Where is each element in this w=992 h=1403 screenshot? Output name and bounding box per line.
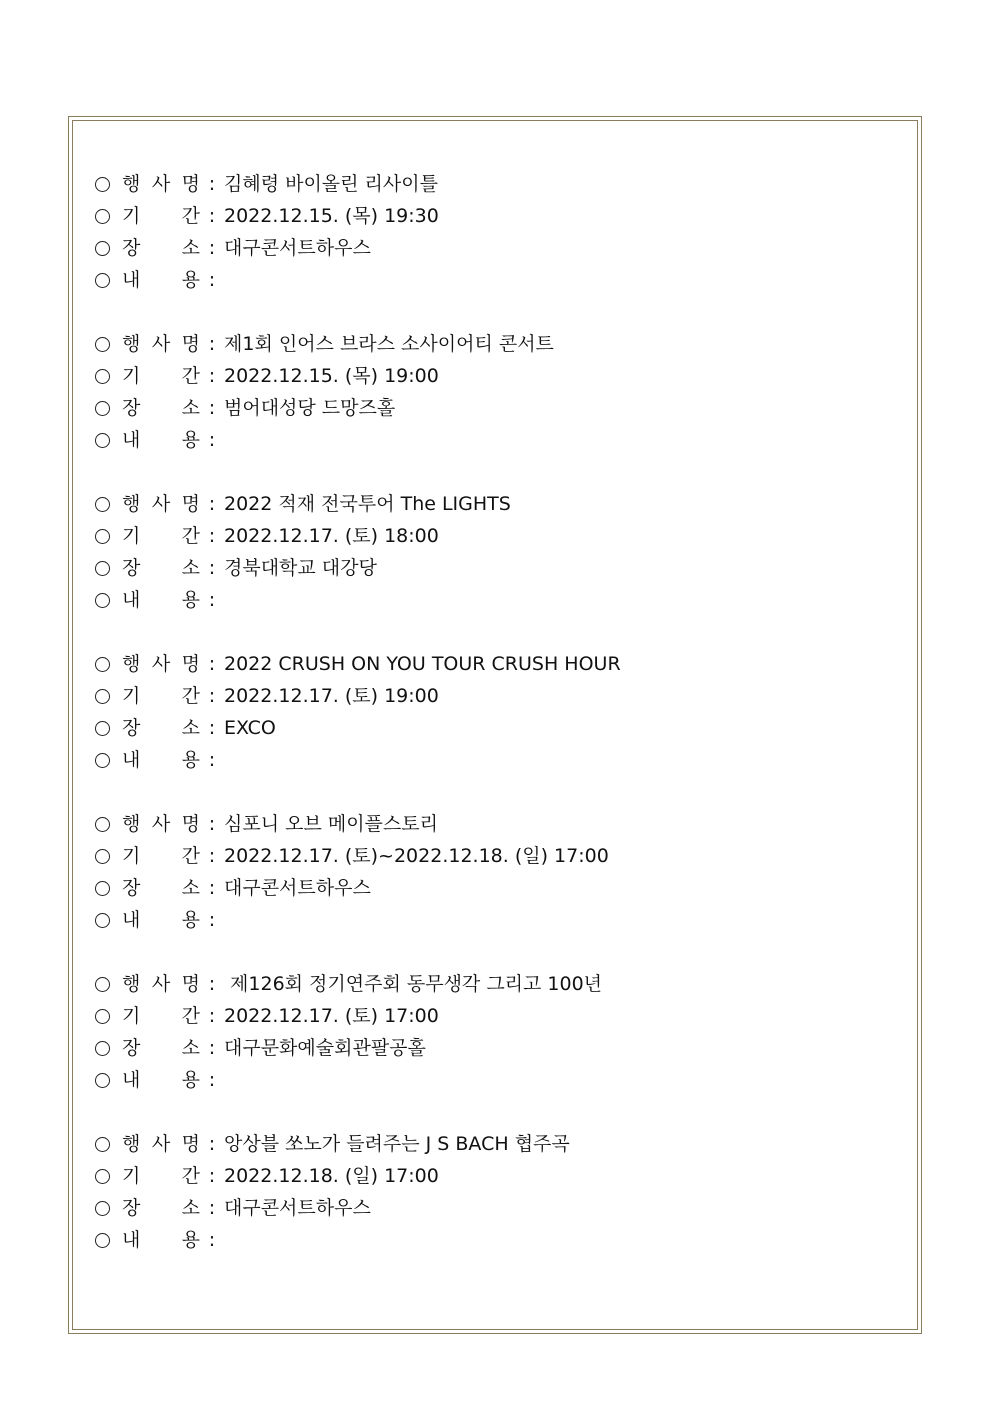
field-colon: : <box>208 653 216 675</box>
field-colon: : <box>208 365 216 387</box>
field-label-char: 사 <box>151 173 171 195</box>
field-label-char: 내 <box>122 269 141 291</box>
field-label-char: 기 <box>122 205 141 227</box>
field-label-date <box>122 1160 200 1192</box>
field-label-char: 내 <box>122 589 141 611</box>
field-label-char: 행 <box>122 173 141 195</box>
event-place-value: 대구문화예술회관팔공홀 <box>224 1037 426 1059</box>
field-label-char: 내 <box>122 909 141 931</box>
event-title-value: 2022 CRUSH ON YOU TOUR CRUSH HOUR <box>224 653 621 675</box>
field-label-char: 명 <box>181 653 200 675</box>
field-colon: : <box>208 973 216 995</box>
field-label-char: 소 <box>181 1197 200 1219</box>
circle-bullet-icon <box>95 689 110 704</box>
circle-bullet-icon <box>95 401 110 416</box>
field-label-place <box>122 552 200 584</box>
field-label-char: 행 <box>122 653 141 675</box>
event-date-value: 2022.12.17. (토)~2022.12.18. (일) 17:00 <box>224 845 609 867</box>
field-label-content <box>122 1224 200 1256</box>
field-label-title <box>122 168 200 200</box>
circle-bullet-icon <box>95 817 110 832</box>
field-colon: : <box>208 1133 216 1155</box>
field-colon: : <box>208 1005 216 1027</box>
event-date-row <box>95 1160 895 1192</box>
circle-bullet-icon <box>95 1201 110 1216</box>
event-place-value: 범어대성당 드망즈홀 <box>224 397 396 419</box>
event-content-row <box>95 424 895 456</box>
event-block <box>95 168 895 328</box>
field-label-char: 간 <box>181 365 200 387</box>
field-label-char: 간 <box>181 845 200 867</box>
field-label-char: 명 <box>181 493 200 515</box>
field-label-date <box>122 1000 200 1032</box>
field-label-char: 소 <box>181 1037 200 1059</box>
circle-bullet-icon <box>95 273 110 288</box>
field-label-char: 사 <box>151 1133 171 1155</box>
circle-bullet-icon <box>95 1009 110 1024</box>
field-label-date <box>122 200 200 232</box>
field-label-char: 용 <box>181 429 200 451</box>
field-label-char: 사 <box>151 333 171 355</box>
field-label-char: 행 <box>122 973 141 995</box>
field-label-title <box>122 808 200 840</box>
field-label-char: 사 <box>151 973 171 995</box>
circle-bullet-icon <box>95 433 110 448</box>
field-colon: : <box>208 845 216 867</box>
field-label-char: 내 <box>122 1229 141 1251</box>
circle-bullet-icon <box>95 849 110 864</box>
field-label-place <box>122 232 200 264</box>
field-label-content <box>122 744 200 776</box>
field-label-content <box>122 424 200 456</box>
field-colon: : <box>208 589 216 611</box>
circle-bullet-icon <box>95 913 110 928</box>
field-label-char: 기 <box>122 685 141 707</box>
field-label-content <box>122 264 200 296</box>
field-label-char: 간 <box>181 205 200 227</box>
event-place-row <box>95 552 895 584</box>
field-label-char: 장 <box>122 717 141 739</box>
event-date-row <box>95 520 895 552</box>
circle-bullet-icon <box>95 1073 110 1088</box>
field-label-title <box>122 968 200 1000</box>
field-label-char: 사 <box>151 653 171 675</box>
circle-bullet-icon <box>95 369 110 384</box>
field-colon: : <box>208 1069 216 1091</box>
field-label-char: 소 <box>181 237 200 259</box>
event-title-row <box>95 648 895 680</box>
field-label-char: 장 <box>122 877 141 899</box>
event-place-row <box>95 1192 895 1224</box>
event-date-row <box>95 680 895 712</box>
event-block <box>95 808 895 968</box>
field-label-content <box>122 584 200 616</box>
field-label-date <box>122 360 200 392</box>
field-label-char: 행 <box>122 333 141 355</box>
field-label-char: 사 <box>151 493 171 515</box>
event-date-value: 2022.12.15. (목) 19:00 <box>224 365 439 387</box>
field-label-place <box>122 712 200 744</box>
circle-bullet-icon <box>95 241 110 256</box>
field-label-content <box>122 904 200 936</box>
field-label-char: 장 <box>122 1037 141 1059</box>
field-label-place <box>122 1032 200 1064</box>
field-label-char: 내 <box>122 429 141 451</box>
field-label-char: 명 <box>181 813 200 835</box>
circle-bullet-icon <box>95 497 110 512</box>
event-content-row <box>95 264 895 296</box>
field-label-place <box>122 1192 200 1224</box>
event-block <box>95 648 895 808</box>
field-label-char: 명 <box>181 173 200 195</box>
event-date-value: 2022.12.17. (토) 19:00 <box>224 685 439 707</box>
event-title-value: 심포니 오브 메이플스토리 <box>224 813 438 835</box>
event-place-row <box>95 872 895 904</box>
field-label-date <box>122 840 200 872</box>
event-date-row <box>95 1000 895 1032</box>
field-label-char: 간 <box>181 1005 200 1027</box>
field-label-char: 내 <box>122 749 141 771</box>
event-title-value: 제1회 인어스 브라스 소사이어티 콘서트 <box>224 333 554 355</box>
field-label-char: 행 <box>122 813 141 835</box>
field-colon: : <box>208 877 216 899</box>
event-title-value: 앙상블 쏘노가 들려주는 J S BACH 협주곡 <box>224 1133 570 1155</box>
field-colon: : <box>208 429 216 451</box>
circle-bullet-icon <box>95 561 110 576</box>
event-title-row <box>95 1128 895 1160</box>
event-place-value: 대구콘서트하우스 <box>224 237 371 259</box>
event-content-row <box>95 584 895 616</box>
field-label-char: 장 <box>122 397 141 419</box>
event-date-value: 2022.12.18. (일) 17:00 <box>224 1165 439 1187</box>
field-label-place <box>122 392 200 424</box>
field-colon: : <box>208 717 216 739</box>
event-block <box>95 328 895 488</box>
circle-bullet-icon <box>95 1169 110 1184</box>
circle-bullet-icon <box>95 1137 110 1152</box>
event-date-value: 2022.12.15. (목) 19:30 <box>224 205 439 227</box>
event-list <box>95 168 895 1288</box>
field-label-char: 명 <box>181 1133 200 1155</box>
circle-bullet-icon <box>95 721 110 736</box>
field-label-char: 행 <box>122 1133 141 1155</box>
event-place-row <box>95 392 895 424</box>
event-block <box>95 1128 895 1288</box>
event-date-row <box>95 200 895 232</box>
field-label-char: 내 <box>122 1069 141 1091</box>
event-place-value: 대구콘서트하우스 <box>224 877 371 899</box>
event-title-row <box>95 328 895 360</box>
field-label-char: 용 <box>181 1229 200 1251</box>
field-label-char: 기 <box>122 1005 141 1027</box>
field-colon: : <box>208 1037 216 1059</box>
field-label-char: 간 <box>181 685 200 707</box>
field-label-title <box>122 488 200 520</box>
field-colon: : <box>208 269 216 291</box>
event-place-value: EXCO <box>224 717 276 739</box>
field-label-char: 용 <box>181 589 200 611</box>
field-label-char: 간 <box>181 1165 200 1187</box>
field-label-char: 간 <box>181 525 200 547</box>
field-label-char: 기 <box>122 1165 141 1187</box>
event-title-row <box>95 168 895 200</box>
field-label-char: 용 <box>181 1069 200 1091</box>
field-label-char: 기 <box>122 365 141 387</box>
field-label-char: 명 <box>181 333 200 355</box>
circle-bullet-icon <box>95 881 110 896</box>
circle-bullet-icon <box>95 753 110 768</box>
event-place-row <box>95 232 895 264</box>
field-colon: : <box>208 173 216 195</box>
field-colon: : <box>208 493 216 515</box>
field-colon: : <box>208 557 216 579</box>
event-date-row <box>95 840 895 872</box>
circle-bullet-icon <box>95 977 110 992</box>
field-label-char: 장 <box>122 237 141 259</box>
field-colon: : <box>208 237 216 259</box>
field-colon: : <box>208 205 216 227</box>
field-label-char: 용 <box>181 749 200 771</box>
event-content-row <box>95 1064 895 1096</box>
event-title-value: 2022 적재 전국투어 The LIGHTS <box>224 493 511 515</box>
field-label-char: 소 <box>181 557 200 579</box>
field-label-char: 소 <box>181 397 200 419</box>
event-place-row <box>95 712 895 744</box>
field-label-char: 기 <box>122 525 141 547</box>
field-colon: : <box>208 749 216 771</box>
event-title-row <box>95 488 895 520</box>
field-label-title <box>122 648 200 680</box>
field-label-title <box>122 328 200 360</box>
field-colon: : <box>208 813 216 835</box>
event-place-row <box>95 1032 895 1064</box>
event-content-row <box>95 744 895 776</box>
field-label-place <box>122 872 200 904</box>
circle-bullet-icon <box>95 529 110 544</box>
event-block <box>95 488 895 648</box>
circle-bullet-icon <box>95 593 110 608</box>
field-colon: : <box>208 1229 216 1251</box>
field-label-char: 기 <box>122 845 141 867</box>
event-date-value: 2022.12.17. (토) 18:00 <box>224 525 439 547</box>
event-title-value: 김혜령 바이올린 리사이틀 <box>224 173 438 195</box>
field-label-char: 용 <box>181 269 200 291</box>
field-colon: : <box>208 525 216 547</box>
field-colon: : <box>208 397 216 419</box>
event-content-row <box>95 904 895 936</box>
field-label-date <box>122 520 200 552</box>
event-title-value: 제126회 정기연주회 동무생각 그리고 100년 <box>224 973 603 995</box>
field-label-char: 명 <box>181 973 200 995</box>
field-label-char: 장 <box>122 557 141 579</box>
field-colon: : <box>208 333 216 355</box>
field-label-char: 소 <box>181 717 200 739</box>
field-colon: : <box>208 685 216 707</box>
event-place-value: 경북대학교 대강당 <box>224 557 377 579</box>
field-label-content <box>122 1064 200 1096</box>
field-label-char: 소 <box>181 877 200 899</box>
field-label-char: 용 <box>181 909 200 931</box>
event-date-row <box>95 360 895 392</box>
circle-bullet-icon <box>95 177 110 192</box>
circle-bullet-icon <box>95 337 110 352</box>
field-label-char: 장 <box>122 1197 141 1219</box>
field-label-title <box>122 1128 200 1160</box>
field-label-date <box>122 680 200 712</box>
event-block <box>95 968 895 1128</box>
circle-bullet-icon <box>95 1041 110 1056</box>
field-colon: : <box>208 1197 216 1219</box>
field-label-char: 행 <box>122 493 141 515</box>
field-colon: : <box>208 909 216 931</box>
circle-bullet-icon <box>95 1233 110 1248</box>
event-title-row <box>95 808 895 840</box>
circle-bullet-icon <box>95 209 110 224</box>
event-content-row <box>95 1224 895 1256</box>
event-date-value: 2022.12.17. (토) 17:00 <box>224 1005 439 1027</box>
field-colon: : <box>208 1165 216 1187</box>
circle-bullet-icon <box>95 657 110 672</box>
event-place-value: 대구콘서트하우스 <box>224 1197 371 1219</box>
field-label-char: 사 <box>151 813 171 835</box>
event-title-row <box>95 968 895 1000</box>
